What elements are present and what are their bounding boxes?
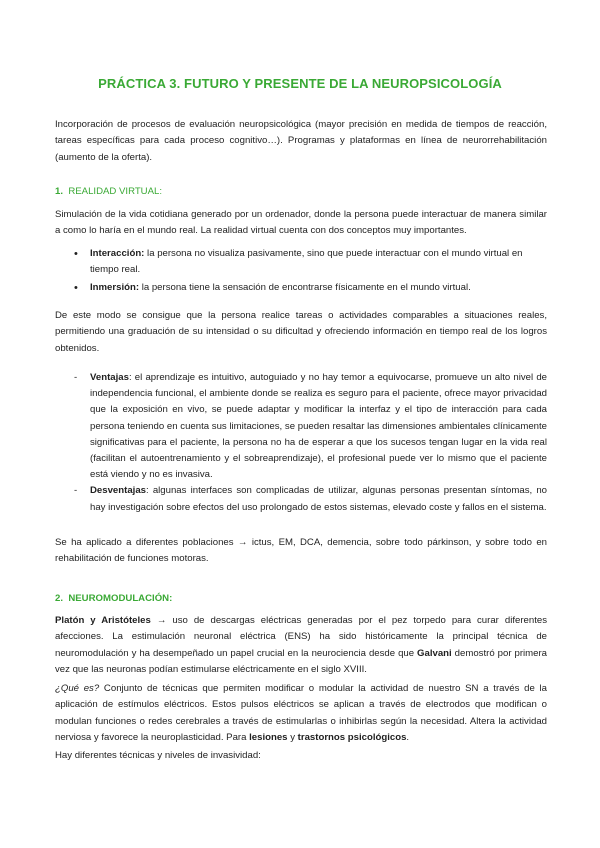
intro-paragraph: Incorporación de procesos de evaluación neuropsicológica (mayor precisión en medida de tiempos de reacción, tareas específicas para cada proceso cognitivo…). Programas y plataformas en línea de neurorrehabilitación (aumento de la oferta).: [55, 119, 547, 163]
section-2-number: 2.: [55, 593, 64, 604]
lesions-term: lesiones: [249, 732, 288, 744]
definition-text: Conjunto de técnicas que permiten modificar o modular la actividad de nuestro SN a través de la aplicación de estímulos eléctricos. Estos pulsos eléctricos se aplican a través de electrodos que modifican o modulan funciones o redes cerebrales a través de estimularlas o inhibirlas según la necesidad. Altera la actividad nerviosa y favorece la neuroplasticidad. Para: [55, 683, 547, 744]
bullet-icon: •: [74, 282, 78, 294]
cons-text: : algunas interfaces son complicadas de utilizar, algunas personas presentan síntomas, no hay investigación sobre efectos del uso prolongado de estos sistemas, elevado coste y fallos en el sistema.: [90, 485, 547, 513]
page-title: PRÁCTICA 3. FUTURO Y PRESENTE DE LA NEUROPSICOLOGÍA: [98, 76, 502, 91]
concepts-list: [74, 246, 547, 298]
concept-term: Inmersión:: [90, 282, 140, 293]
list-item: [74, 280, 547, 296]
concept-term: Interacción:: [90, 248, 145, 259]
question-text: ¿Qué es?: [55, 683, 100, 694]
pros-term: Ventajas: [90, 372, 129, 383]
list-item: [74, 370, 547, 483]
dash-marker: -: [74, 485, 78, 497]
philosophers-term: Platón y Aristóteles: [55, 615, 151, 626]
neuromodulation-history-paragraph: [55, 613, 547, 679]
galvani-term: Galvani: [417, 647, 452, 659]
techniques-intro-paragraph: Hay diferentes técnicas y niveles de invasividad:: [55, 750, 261, 761]
list-item: [74, 483, 547, 515]
bullet-icon: •: [74, 248, 78, 260]
pros-text: : el aprendizaje es intuitivo, autoguiado y no hay temor a equivocarse, promueve un alto nivel de independencia funcional, el ambiente donde se realiza es seguro para el paciente, ofrece mayor privacidad que la exposición en vivo, se puede adaptar y modificar la interfaz y el tipo de interacción para cada persona teniendo en cuenta sus limitaciones, se pueden resaltar las dimensiones ambientales clínicamente significativas para el paciente, la persona no ha de esperar a que los sucesos tengan lugar en la vida real (facilitan el autoentrenamiento y el sobreaprendizaje), el profesional puede ver lo mismo que el paciente está viendo y no es invasiva.: [90, 372, 547, 481]
applications-paragraph: Se ha aplicado a diferentes poblaciones → ictus, EM, DCA, demencia, sobre todo párkinson, y sobre todo en rehabilitación de funciones motoras.: [55, 537, 547, 565]
history-text-end: demostró por primera vez que las neuronas podían estimularse eléctricamente en el siglo XVIII.: [55, 647, 547, 676]
neuromodulation-definition-paragraph: [55, 681, 547, 747]
concept-text: la persona tiene la sensación de encontrarse físicamente en el mundo virtual.: [139, 282, 471, 293]
cons-term: Desventajas: [90, 485, 146, 497]
section-1-paragraph-2: De este modo se consigue que la persona realice tareas o actividades comparables a situaciones reales, permitiendo una graduación de su intensidad o su dificultad y ofreciendo información en tiempo real de los logros obtenidos.: [55, 310, 547, 354]
section-1-title: REALIDAD VIRTUAL:: [68, 186, 163, 197]
history-text: → uso de descargas eléctricas generadas por el pez torpedo para curar diferentes afecciones. La estimulación neuronal eléctrica (ENS) ha sido históricamente la principal técnica de neuromodulación y ha desempeñado un papel crucial en la neurociencia desde que: [55, 615, 547, 659]
section-1-heading: [55, 186, 162, 197]
section-2-title: NEUROMODULACIÓN:: [68, 593, 173, 604]
pros-cons-list: [74, 370, 547, 516]
dash-marker: -: [74, 372, 78, 383]
list-item: [74, 246, 547, 278]
conjunction-text: y: [287, 732, 298, 744]
period-text: .: [406, 732, 410, 744]
concept-text: la persona no visualiza pasivamente, sino que puede interactuar con el mundo virtual en tiempo real.: [90, 248, 523, 275]
disorders-term: trastornos psicológicos: [297, 732, 407, 744]
section-1-number: 1.: [55, 186, 64, 197]
section-1-paragraph: Simulación de la vida cotidiana generado por un ordenador, donde la persona puede interactuar de manera similar a como lo haría en el mundo real. La realidad virtual cuenta con dos conceptos muy importantes.: [55, 209, 547, 237]
section-2-heading: [55, 593, 172, 604]
